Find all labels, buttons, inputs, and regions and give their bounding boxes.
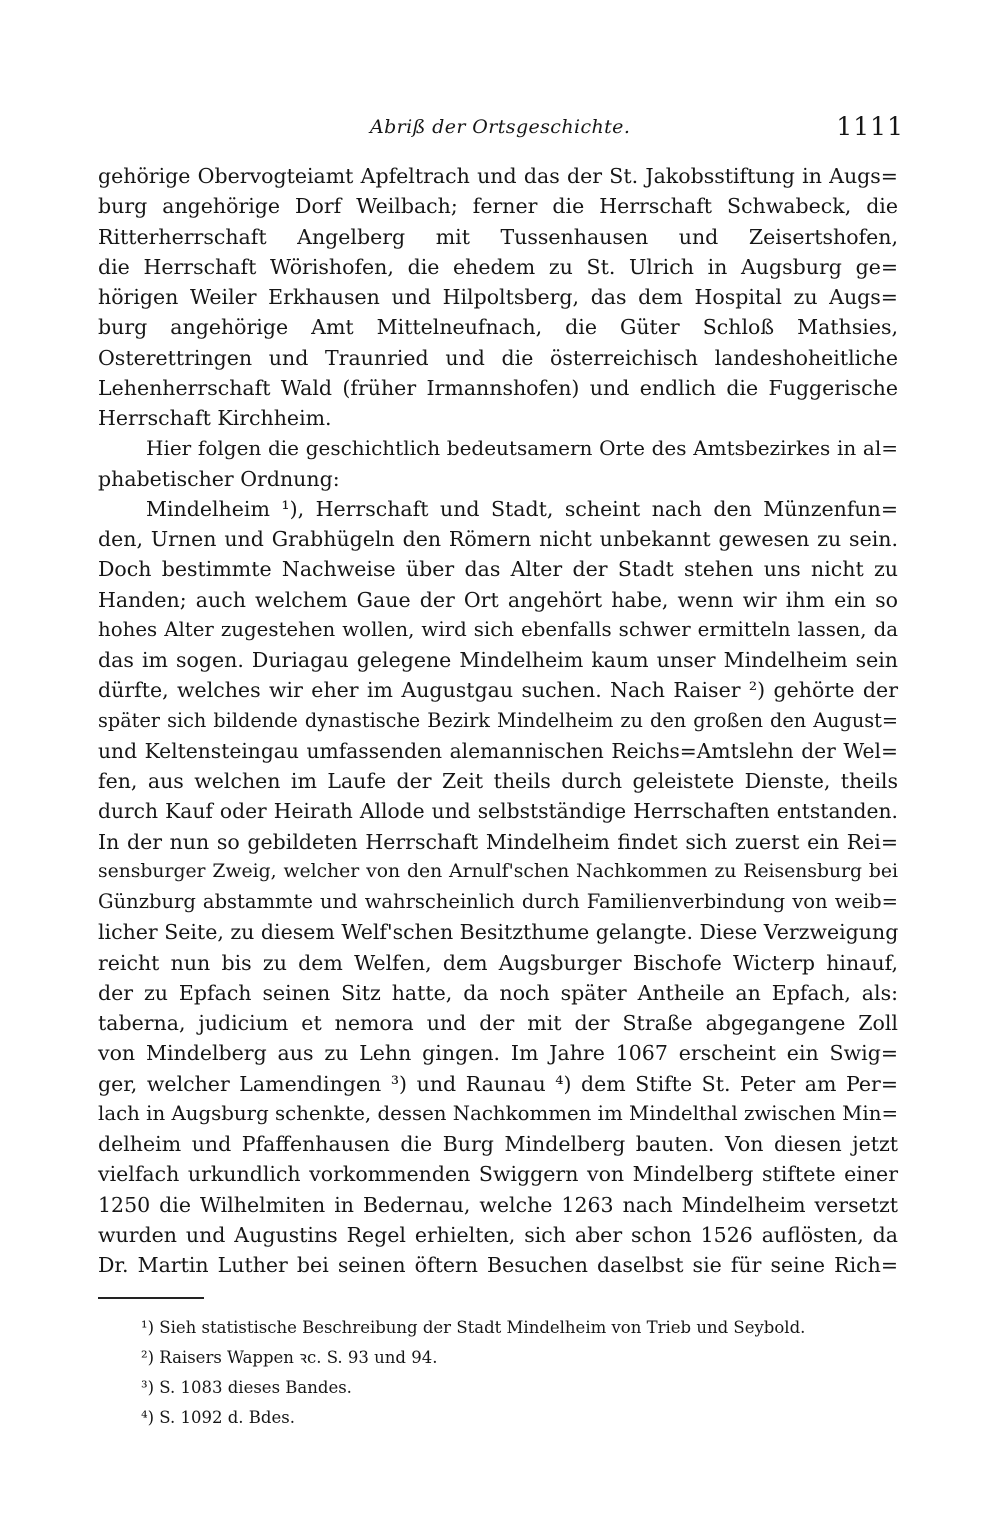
- text-line: burg angehörige Dorf Weilbach; ferner die Herrschaft Schwabeck, die: [98, 194, 898, 219]
- text-line: fen, aus welchen im Laufe der Zeit theils durch geleistete Dienste, theils: [98, 769, 898, 793]
- text-line: Herrschaft Kirchheim.: [98, 406, 332, 430]
- text-line: Günzburg abstammte und wahrscheinlich durch Familienverbindung von weib=: [98, 890, 898, 913]
- text-line: vielfach urkundlich vorkommenden Swiggern von Mindelberg stiftete einer: [98, 1162, 898, 1187]
- footnote: ⁴) S. 1092 d. Bdes.: [141, 1408, 295, 1427]
- text-line: von Mindelberg aus zu Lehn gingen. Im Jahre 1067 erscheint ein Swig=: [98, 1041, 898, 1066]
- text-line: die Herrschaft Wörishofen, die ehedem zu St. Ulrich in Augsburg ge=: [98, 254, 898, 279]
- text-line: delheim und Pfaffenhausen die Burg Mindelberg bauten. Von diesen jetzt: [98, 1132, 898, 1156]
- text-line: Handen; auch welchem Gaue der Ort angehört habe, wenn wir ihm ein so: [98, 587, 898, 612]
- text-line: Doch bestimmte Nachweise über das Alter der Stadt stehen uns nicht zu: [98, 557, 898, 582]
- text-line: hohes Alter zugestehen wollen, wird sich ebenfalls schwer ermitteln lassen, da: [98, 617, 898, 641]
- text-line: dürfte, welches wir eher im Augustgau suchen. Nach Raiser ²) gehörte der: [98, 678, 898, 703]
- running-title: Abriß der Ortsgeschichte.: [370, 116, 631, 138]
- text-line: durch Kauf oder Heirath Allode und selbstständige Herrschaften entstanden.: [98, 799, 898, 824]
- text-line: In der nun so gebildeten Herrschaft Mindelheim findet sich zuerst ein Rei=: [98, 829, 898, 854]
- text-line: Dr. Martin Luther bei seinen öftern Besuchen daselbst sie für seine Rich=: [98, 1253, 898, 1277]
- text-line: und Keltensteingau umfassenden alemannischen Reichs=Amtslehn der Wel=: [98, 738, 898, 763]
- footnote: ²) Raisers Wappen ꝛc. S. 93 und 94.: [141, 1348, 438, 1367]
- text-line: wurden und Augustins Regel erhielten, sich aber schon 1526 auflösten, da: [98, 1222, 898, 1247]
- text-line: ger, welcher Lamendingen ³) und Raunau ⁴) dem Stifte St. Peter am Per=: [98, 1071, 898, 1096]
- footnote: ³) S. 1083 dieses Bandes.: [141, 1378, 352, 1397]
- page-header: [0, 112, 1000, 146]
- text-line: das im sogen. Duriagau gelegene Mindelheim kaum unser Mindelheim sein: [98, 648, 898, 672]
- text-line: Ritterherrschaft Angelberg mit Tussenhausen und Zeisertshofen,: [98, 224, 898, 249]
- footnote-divider: [98, 1297, 204, 1299]
- text-line: Hier folgen die geschichtlich bedeutsamern Orte des Amtsbezirkes in al=: [146, 436, 898, 461]
- footnote: ¹) Sieh statistische Beschreibung der Stadt Mindelheim von Trieb und Seybold.: [141, 1318, 806, 1337]
- text-line: gehörige Obervogteiamt Apfeltrach und das der St. Jakobsstiftung in Augs=: [98, 164, 898, 188]
- page-number: 1111: [836, 112, 904, 141]
- text-line: 1250 die Wilhelmiten in Bedernau, welche 1263 nach Mindelheim versetzt: [98, 1192, 898, 1217]
- text-line: Mindelheim ¹), Herrschaft und Stadt, scheint nach den Münzenfun=: [146, 496, 898, 521]
- body-text: [98, 161, 898, 1280]
- text-line: später sich bildende dynastische Bezirk Mindelheim zu den großen den August=: [98, 708, 898, 732]
- text-line: der zu Epfach seinen Sitz hatte, da noch später Antheile an Epfach, als:: [98, 980, 898, 1005]
- footnotes: [141, 1313, 901, 1433]
- text-line: Osterettringen und Traunried und die österreichisch landeshoheitliche: [98, 345, 898, 370]
- text-line: lach in Augsburg schenkte, dessen Nachkommen im Mindelthal zwischen Min=: [98, 1101, 898, 1125]
- text-line: phabetischer Ordnung:: [98, 466, 340, 491]
- text-line: hörigen Weiler Erkhausen und Hilpoltsberg, das dem Hospital zu Augs=: [98, 285, 898, 309]
- text-line: den, Urnen und Grabhügeln den Römern nicht unbekannt gewesen zu sein.: [98, 527, 898, 551]
- text-line: licher Seite, zu diesem Welf'schen Besitzthume gelangte. Diese Verzweigung: [98, 920, 899, 945]
- text-line: sensburger Zweig, welcher von den Arnulf'schen Nachkommen zu Reisensburg bei: [98, 860, 898, 882]
- text-line: burg angehörige Amt Mittelneufnach, die Güter Schloß Mathsies,: [98, 315, 898, 340]
- text-line: taberna, judicium et nemora und der mit der Straße abgegangene Zoll: [98, 1011, 898, 1035]
- text-line: reicht nun bis zu dem Welfen, dem Augsburger Bischofe Wicterp hinauf,: [98, 950, 898, 975]
- text-line: Lehenherrschaft Wald (früher Irmannshofen) und endlich die Fuggerische: [98, 375, 898, 400]
